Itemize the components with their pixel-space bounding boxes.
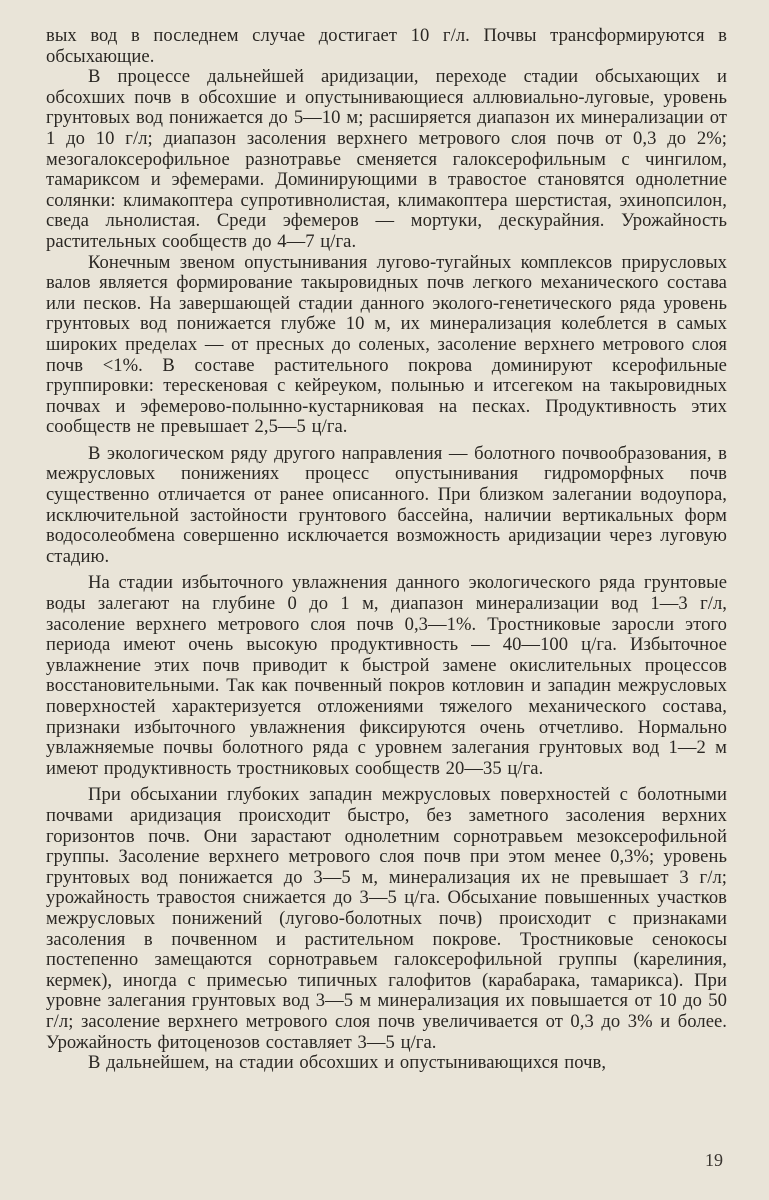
paragraph-final-stage: Конечным звеном опустынивания лугово-тугайных комплексов прирусловых валов является формирование такыровидных почв легкого механического состава или песков. На завершающей стадии данного эколого-генетического ряда уровень грунтовых вод понижается глубже 10 м, их минерализация колеблется в самых широких пределах — от пресных до соленых, засоление верхнего метрового слоя почв <1%. В составе растительного покрова доминируют ксерофильные группировки: терескеновая с кейреуком, полынью и итсегеком на такыровидных почвах и эфемерово-полынно-кустарниковая на песках. Продуктивность этих сообществ не превышает 2,5—5 ц/га. <box>46 251 727 438</box>
paragraph-excess-moisture: На стадии избыточного увлажнения данного экологического ряда грунтовые воды залегают на глубине 0 до 1 м, диапазон минерализации вод 1—3 г/л, засоление верхнего метрового слоя почв 0,3—1%. Тростниковые заросли этого периода имеют очень высокую продуктивность — 40—100 ц/га. Избыточное увлажнение этих почв приводит к быстрой замене окислительных процессов восстановительными. Так как почвенный покров котловин и западин межрусловых поверхностей характеризуется отложениями тяжелого механического состава, признаки избыточного увлажнения фиксируются очень отчетливо. Нормально увлажняемые почвы болотного ряда с уровнем залегания грунтовых вод 1—2 м имеют продуктивность тростниковых сообществ 20—35 ц/га. <box>46 572 727 779</box>
body-text <box>46 26 727 1074</box>
paragraph-drying-depressions: При обсыхании глубоких западин межрусловых поверхностей с болотными почвами аридизация происходит быстро, без заметного засоления верхних горизонтов почв. Они зарастают однолетним сорнотравьем мезоксерофильной группы. Засоление верхнего метрового слоя почв при этом менее 0,3%; уровень грунтовых вод понижается до 3—5 м, минерализация их не превышает 3 г/л; урожайность травостоя снижается до 3—5 ц/га. Обсыхание повышенных участков межрусловых понижений (лугово-болотных почв) происходит с признаками засоления в почвенном и растительном покрове. Тростниковые сенокосы постепенно замещаются сорнотравьем галоксерофильной группы (карелиния, кермек), иногда с примесью типичных галофитов (карабарака, тамарикса). При уровне залегания грунтовых вод 3—5 м минерализация их повышается от 10 до 50 г/л; засоление верхнего метрового слоя почв увеличивается от 0,3 до 3% и более. Урожайность фитоценозов составляет 3—5 ц/га. <box>46 784 727 1053</box>
paragraph-aridization: В процессе дальнейшей аридизации, переходе стадии обсыхающих и обсохших почв в обсохшие и опустынивающиеся аллювиально-луговые, уровень грунтовых вод понижается до 5—10 м; расширяется диапазон их минерализации от 1 до 10 г/л; диапазон засоления верхнего метрового слоя почв от 0,3 до 2%; мезогалоксерофильное разнотравье сменяется галоксерофильным с чингилом, тамариксом и эфемерами. Доминирующими в травостое становятся однолетние солянки: климакоптера супротивнолистая, климакоптера шерстистая, эхинопсилон, сведа льнолистая. Среди эфемеров — мортуки, дескурайния. Урожайность растительных сообществ до 4—7 ц/га. <box>46 66 727 252</box>
paragraph-continuation: вых вод в последнем случае достигает 10 г/л. Почвы трансформируются в обсыхающие. <box>46 25 727 67</box>
page-number: 19 <box>705 1150 723 1170</box>
paragraph-further: В дальнейшем, на стадии обсохших и опустынивающихся почв, <box>88 1052 607 1074</box>
paragraph-bog-series: В экологическом ряду другого направления — болотного почвообразования, в межрусловых понижениях процесс опустынивания гидроморфных почв существенно отличается от ранее описанного. При близком залегании водоупора, исключительной застойности грунтового бассейна, наличии вертикальных форм водосолеобмена совершенно исключается возможность аридизации через луговую стадию. <box>46 442 727 567</box>
